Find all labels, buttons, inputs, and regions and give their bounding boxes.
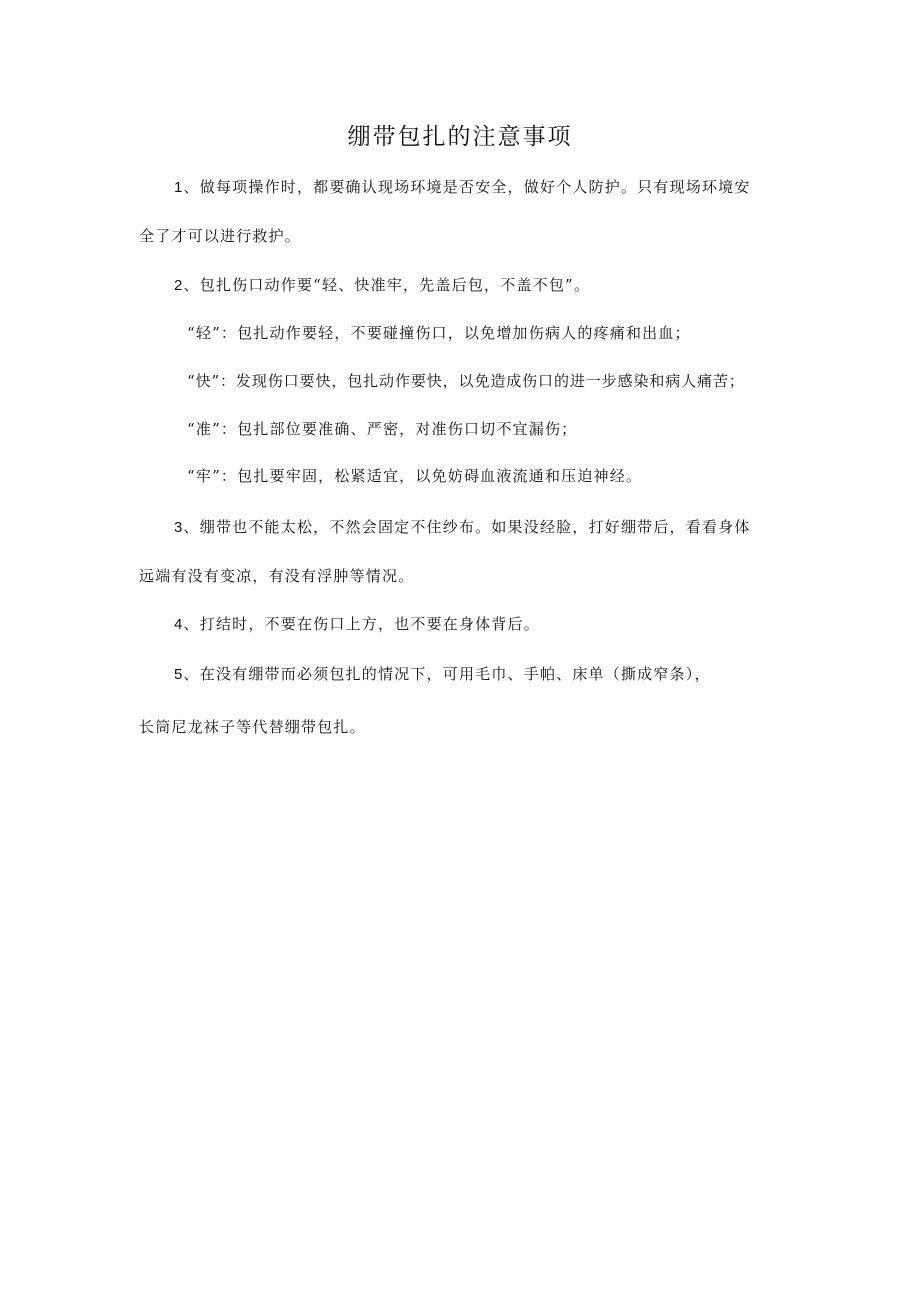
item-2-text: 、包扎伤口动作要“轻、快准牢，先盖后包，不盖不包”。: [183, 276, 591, 294]
item-5-text: 、在没有绷带而必须包扎的情况下，可用毛巾、手帕、床单（撕成窄条），: [183, 665, 711, 683]
item-1-line-1: [174, 175, 751, 200]
item-4-text: 、打结时，不要在伤口上方，也不要在身体背后。: [183, 615, 540, 633]
item-2-sub-qing: “轻”：包扎动作要轻，不要碰撞伤口，以免增加伤病人的疼痛和出血；: [187, 324, 691, 342]
item-5-line-2: 长筒尼龙袜子等代替绷带包扎。: [139, 718, 366, 736]
item-4-number: 4: [174, 616, 184, 633]
document-title: 绷带包扎的注意事项: [347, 124, 573, 150]
item-5-line-1: [174, 662, 711, 687]
item-2-line-1: [174, 273, 590, 298]
item-2-sub-kuai: “快”：发现伤口要快，包扎动作要快，以免造成伤口的进一步感染和病人痛苦；: [187, 372, 745, 390]
item-1-number: 1: [174, 179, 184, 196]
item-5-number: 5: [174, 666, 184, 683]
item-2-sub-lao: “牢”：包扎要牢固，松紧适宜，以免妨碍血液流通和压迫神经。: [187, 467, 643, 485]
item-2-number: 2: [174, 277, 184, 294]
item-4-line-1: [174, 612, 540, 637]
item-1-text: 、做每项操作时，都要确认现场环境是否安全，做好个人防护。只有现场环境安: [183, 178, 751, 196]
item-1-line-2: 全了才可以进行救护。: [139, 227, 302, 245]
item-3-line-2: 远端有没有变凉，有没有浮肿等情况。: [139, 567, 415, 585]
item-3-text: 、绷带也不能太松，不然会固定不住纱布。如果没经脸，打好绷带后，看看身体: [183, 518, 751, 536]
item-2-sub-zhun: “准”：包扎部位要准确、严密，对准伤口切不宜漏伤；: [187, 420, 578, 438]
item-3-number: 3: [174, 519, 184, 536]
item-3-line-1: [174, 515, 751, 540]
